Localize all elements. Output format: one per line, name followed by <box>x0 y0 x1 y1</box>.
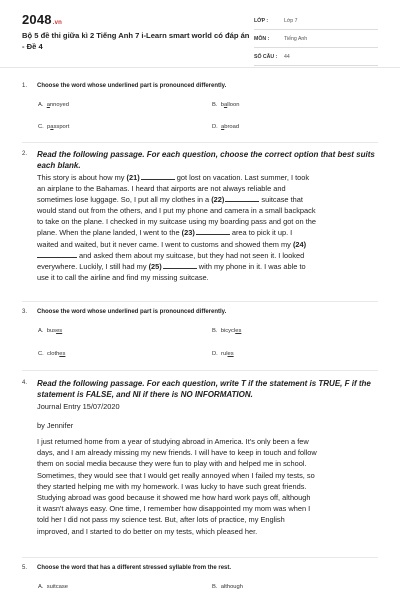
meta-value: Tiếng Anh <box>284 35 308 42</box>
option-text: rul <box>221 351 228 357</box>
blank-number: (25) <box>148 261 162 271</box>
question-prompt: Choose the word whose underlined part is pronounced differently. <box>37 83 227 89</box>
underlined-part: es <box>235 328 242 334</box>
passage-text: with my phone in it. I was able to <box>196 261 306 271</box>
passage-line <box>37 250 377 261</box>
answer-blank[interactable] <box>37 251 77 258</box>
option-letter: C. <box>38 124 44 130</box>
passage-line <box>37 205 377 216</box>
option-text: b <box>220 102 224 108</box>
option-letter: A. <box>38 328 44 334</box>
answer-blank[interactable] <box>141 173 175 180</box>
passage-text: waited and waited, but it never came. I went to customs and showed them my <box>37 239 293 249</box>
option-a[interactable] <box>38 584 68 590</box>
meta-row-count <box>254 48 378 66</box>
meta-label: LỚP : <box>254 17 269 24</box>
passage-line <box>37 272 377 283</box>
journal-author: by Jennifer <box>37 421 74 430</box>
option-b[interactable] <box>212 584 243 590</box>
passage-line: Studying abroad was good because it showed me how hard work pays off, although <box>37 493 311 503</box>
option-text: p <box>47 124 51 130</box>
passage-line <box>37 227 377 238</box>
answer-blank[interactable] <box>196 228 230 235</box>
option-letter: B. <box>212 584 218 590</box>
blank-number: (24) <box>292 239 307 249</box>
question-number: 5. <box>22 565 28 571</box>
journal-date: Journal Entry 15/07/2020 <box>37 402 120 411</box>
passage-line <box>37 194 377 205</box>
header-divider <box>0 67 400 68</box>
question-separator <box>22 301 378 302</box>
meta-row-class <box>254 12 378 30</box>
question-2 <box>22 149 380 173</box>
underlined-part: a <box>50 124 54 130</box>
option-c[interactable] <box>38 124 69 130</box>
underlined-part: es <box>56 328 63 334</box>
passage-text: would stand out from the others, and I put my phone and camera in a small backpack <box>37 206 316 216</box>
journal-passage <box>37 436 377 537</box>
passage-line: told her I did not pass my science test. But, after lots of practice, my English <box>37 515 285 525</box>
question-separator <box>22 142 378 143</box>
document-header <box>0 0 400 66</box>
passage-line <box>37 172 377 183</box>
passage-text: an airplane to the Bahamas. I heard that airports are not always reliable and <box>37 184 286 194</box>
question-separator <box>22 370 378 371</box>
passage-line: days, and I am already missing my new friends. I will have to keep in touch and follow <box>37 448 317 458</box>
blank-number: (23) <box>181 228 195 238</box>
meta-value: Lớp 7 <box>284 17 298 24</box>
passage-text: use it to call the airline and find my missing suitcase. <box>37 272 209 282</box>
underlined-part: a <box>221 124 225 130</box>
blank-number: (21) <box>126 173 140 182</box>
option-text: suitcase <box>46 584 68 590</box>
passage-text: This story is about how my <box>37 173 127 182</box>
option-d[interactable] <box>212 351 234 357</box>
question-number: 2. <box>22 151 28 157</box>
logo-suffix: .vn <box>52 20 63 26</box>
passage-text: and asked them about my suitcase, but they had not seen it. I looked <box>77 250 305 260</box>
underlined-part: es <box>227 351 234 357</box>
passage-text: everywhere. Luckily, I still had my <box>37 261 149 271</box>
underlined-part: a <box>46 102 50 108</box>
reading-passage <box>37 172 377 283</box>
option-b[interactable] <box>212 102 239 108</box>
passage-line: improved, and I started to do better on my tests, which pleased her. <box>37 526 258 536</box>
option-letter: D. <box>212 124 218 130</box>
passage-text: suitcase that <box>259 195 303 205</box>
underlined-part: a <box>223 102 228 108</box>
option-text: bus <box>46 328 57 334</box>
document-title: Bộ 5 đề thi giữa kì 2 Tiếng Anh 7 i-Learn smart world có đáp án - Đề 4 <box>22 31 250 51</box>
option-text: bicycl <box>220 328 236 334</box>
question-number: 4. <box>22 380 28 386</box>
option-letter: B. <box>212 328 218 334</box>
passage-line: Sometimes, they would see that I would get really annoyed when I failed my tests, so <box>37 470 315 480</box>
passage-text: to take on the plane. I checked in my suitcase using my boarding pass and got on the <box>37 217 316 227</box>
option-text: cloth <box>47 351 60 357</box>
passage-text: area to pick it up. I <box>229 228 293 238</box>
answer-blank[interactable] <box>163 262 197 269</box>
meta-value: 44 <box>284 53 290 60</box>
option-text: lloon <box>227 102 240 108</box>
question-4 <box>22 378 380 402</box>
passage-line: they started helping me with my homework. I was lucky to have such great friends. <box>37 481 307 491</box>
meta-row-subject <box>254 30 378 48</box>
question-instruction: Read the following passage. For each question, choose the correct option that best suits each blank. <box>37 150 375 170</box>
question-number: 1. <box>22 83 28 89</box>
question-prompt: Choose the word that has a different stressed syllable from the rest. <box>37 565 232 571</box>
option-b[interactable] <box>212 328 241 334</box>
meta-label: MÔN : <box>254 35 270 42</box>
passage-text: plane. When the plane landed, I went to the <box>37 228 182 238</box>
option-letter: B. <box>212 102 218 108</box>
question-separator <box>22 557 378 558</box>
meta-label: SỐ CÂU : <box>254 53 278 60</box>
answer-blank[interactable] <box>225 195 259 202</box>
blank-number: (22) <box>211 195 225 205</box>
option-letter: A. <box>38 584 44 590</box>
passage-text: got lost on vacation. Last summer, I took <box>174 173 310 182</box>
option-letter: D. <box>212 351 218 357</box>
option-a[interactable] <box>38 328 62 334</box>
underlined-part: es <box>59 351 66 357</box>
option-c[interactable] <box>38 351 65 357</box>
passage-line: I just returned home from a year of studying abroad in America. It's only been a few <box>37 437 309 446</box>
passage-line <box>37 216 377 227</box>
site-logo[interactable] <box>22 12 62 27</box>
option-letter: C. <box>38 351 44 357</box>
meta-table <box>254 12 378 66</box>
option-text: nnoyed <box>49 102 69 108</box>
passage-line: them on social media because they were fun to play with and helped me in school. <box>37 459 307 469</box>
option-d[interactable] <box>212 124 239 130</box>
passage-text: sometimes lose luggage. So, I put all my clothes in a <box>37 195 212 205</box>
option-text: ssport <box>53 124 70 130</box>
option-a[interactable] <box>38 102 69 108</box>
logo-text: 2048 <box>22 12 52 27</box>
passage-line <box>37 261 377 272</box>
passage-line: it wasn't always easy. One time, I remember how disappointed my mom was when I <box>37 504 311 514</box>
question-number: 3. <box>22 309 28 315</box>
option-text: broad <box>224 124 240 130</box>
passage-line <box>37 239 377 250</box>
passage-line <box>37 183 377 194</box>
option-text: although <box>220 584 243 590</box>
option-letter: A. <box>38 102 44 108</box>
question-instruction: Read the following passage. For each question, write T if the statement is TRUE, F if the statement is FALSE, and NI if there is NO INFORMATION. <box>37 379 371 399</box>
question-prompt: Choose the word whose underlined part is pronounced differently. <box>37 309 227 315</box>
